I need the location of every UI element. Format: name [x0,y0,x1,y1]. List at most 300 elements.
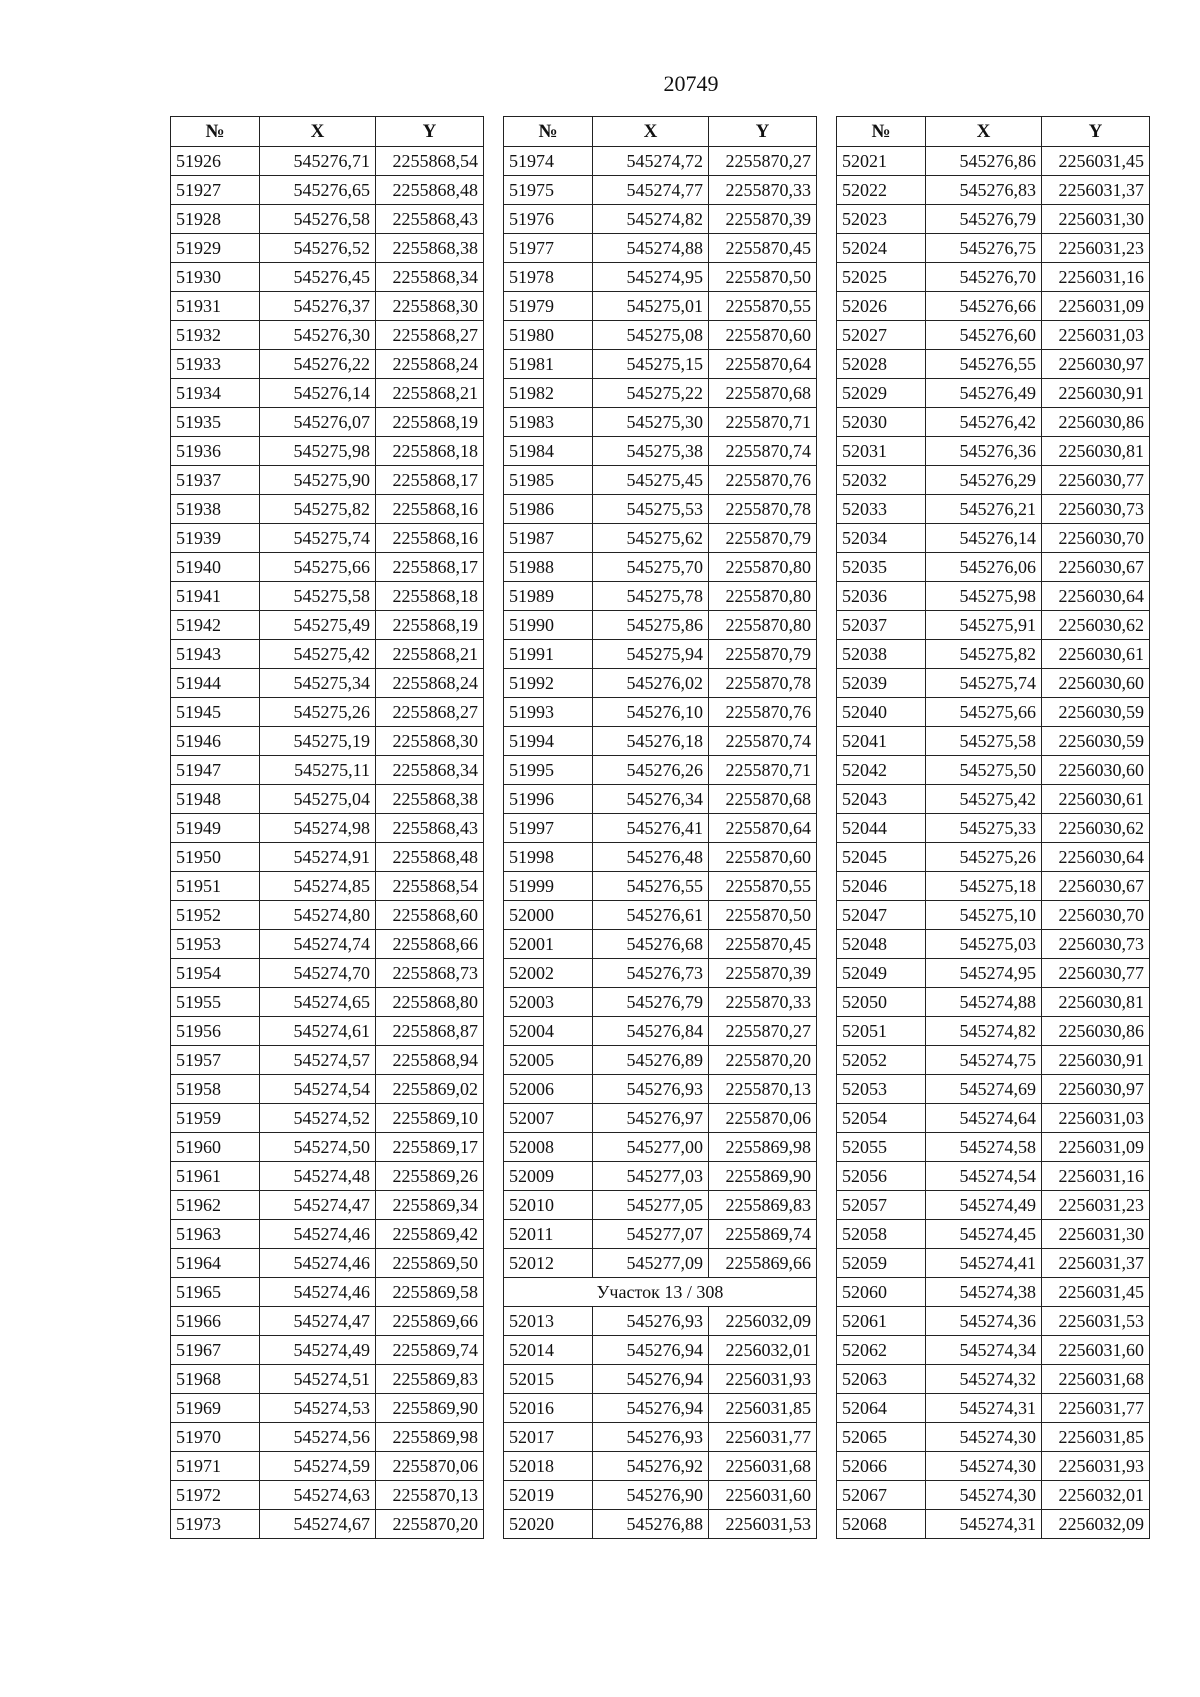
point-number-cell: 52062 [837,1336,926,1365]
point-number-cell: 52011 [504,1220,593,1249]
point-number-cell: 51971 [171,1452,260,1481]
point-number-cell: 51946 [171,727,260,756]
table-row [837,611,1150,640]
y-coordinate-cell: 2255870,06 [376,1452,484,1481]
point-number-cell: 52013 [504,1307,593,1336]
point-number-cell: 52065 [837,1423,926,1452]
y-coordinate-cell: 2255870,39 [709,959,817,988]
table-row [837,1510,1150,1539]
y-coordinate-cell: 2255870,20 [709,1046,817,1075]
table-row [504,727,817,756]
y-coordinate-cell: 2255869,58 [376,1278,484,1307]
x-coordinate-cell: 545276,49 [926,379,1042,408]
x-coordinate-cell: 545275,19 [260,727,376,756]
point-number-cell: 52020 [504,1510,593,1539]
table-row [504,1104,817,1133]
table-row [504,611,817,640]
x-coordinate-cell: 545276,97 [593,1104,709,1133]
point-number-cell: 51935 [171,408,260,437]
x-coordinate-cell: 545274,52 [260,1104,376,1133]
y-coordinate-cell: 2255868,34 [376,756,484,785]
y-coordinate-cell: 2255868,17 [376,553,484,582]
table-row [171,901,484,930]
table-row [837,1278,1150,1307]
x-coordinate-cell: 545275,42 [260,640,376,669]
point-number-cell: 52068 [837,1510,926,1539]
table-row [504,1510,817,1539]
point-number-cell: 51984 [504,437,593,466]
point-number-cell: 52026 [837,292,926,321]
table-row [171,176,484,205]
point-number-cell: 51950 [171,843,260,872]
y-coordinate-cell: 2255869,17 [376,1133,484,1162]
y-coordinate-cell: 2255870,80 [709,553,817,582]
point-number-cell: 52057 [837,1191,926,1220]
x-coordinate-cell: 545276,18 [593,727,709,756]
point-number-cell: 52043 [837,785,926,814]
x-coordinate-cell: 545275,91 [926,611,1042,640]
table-row [504,669,817,698]
point-number-cell: 51997 [504,814,593,843]
x-coordinate-cell: 545274,75 [926,1046,1042,1075]
table-row [171,1046,484,1075]
x-coordinate-cell: 545274,98 [260,814,376,843]
y-coordinate-cell: 2255868,73 [376,959,484,988]
point-number-cell: 51959 [171,1104,260,1133]
x-coordinate-cell: 545276,10 [593,698,709,727]
table-row [504,263,817,292]
x-coordinate-cell: 545275,33 [926,814,1042,843]
y-coordinate-cell: 2255870,13 [376,1481,484,1510]
point-number-cell: 52060 [837,1278,926,1307]
table-row [504,1423,817,1452]
x-coordinate-cell: 545276,65 [260,176,376,205]
y-coordinate-cell: 2255868,24 [376,350,484,379]
y-coordinate-cell: 2255868,17 [376,466,484,495]
x-coordinate-cell: 545274,63 [260,1481,376,1510]
y-coordinate-cell: 2255868,21 [376,640,484,669]
y-coordinate-cell: 2256030,64 [1042,843,1150,872]
table-body [837,147,1150,1539]
header-row [171,117,484,147]
y-coordinate-cell: 2255870,76 [709,698,817,727]
table-row [171,1452,484,1481]
y-coordinate-cell: 2255869,74 [709,1220,817,1249]
x-coordinate-cell: 545277,05 [593,1191,709,1220]
point-number-cell: 51948 [171,785,260,814]
y-coordinate-cell: 2255870,80 [709,582,817,611]
header-x: X [926,117,1042,147]
y-coordinate-cell: 2255869,66 [376,1307,484,1336]
y-coordinate-cell: 2256030,62 [1042,611,1150,640]
table-row [504,466,817,495]
y-coordinate-cell: 2255870,79 [709,524,817,553]
table-row [504,1017,817,1046]
y-coordinate-cell: 2256031,30 [1042,1220,1150,1249]
y-coordinate-cell: 2255870,78 [709,495,817,524]
point-number-cell: 51978 [504,263,593,292]
table-row [504,1452,817,1481]
table-row [171,1307,484,1336]
x-coordinate-cell: 545274,53 [260,1394,376,1423]
point-number-cell: 51938 [171,495,260,524]
table-row [504,1307,817,1336]
point-number-cell: 51974 [504,147,593,176]
x-coordinate-cell: 545276,94 [593,1336,709,1365]
y-coordinate-cell: 2255868,16 [376,495,484,524]
table-row [504,785,817,814]
table-row [837,524,1150,553]
point-number-cell: 51928 [171,205,260,234]
point-number-cell: 51976 [504,205,593,234]
x-coordinate-cell: 545276,36 [926,437,1042,466]
y-coordinate-cell: 2255869,42 [376,1220,484,1249]
table-row [504,292,817,321]
y-coordinate-cell: 2255869,98 [376,1423,484,1452]
x-coordinate-cell: 545274,80 [260,901,376,930]
point-number-cell: 52051 [837,1017,926,1046]
x-coordinate-cell: 545276,21 [926,495,1042,524]
x-coordinate-cell: 545274,46 [260,1278,376,1307]
table-row [504,872,817,901]
point-number-cell: 51965 [171,1278,260,1307]
point-number-cell: 52053 [837,1075,926,1104]
x-coordinate-cell: 545275,26 [926,843,1042,872]
point-number-cell: 51953 [171,930,260,959]
point-number-cell: 52061 [837,1307,926,1336]
point-number-cell: 52049 [837,959,926,988]
table-row [837,901,1150,930]
x-coordinate-cell: 545276,70 [926,263,1042,292]
header-x: X [260,117,376,147]
x-coordinate-cell: 545275,62 [593,524,709,553]
y-coordinate-cell: 2256031,68 [1042,1365,1150,1394]
y-coordinate-cell: 2256032,09 [1042,1510,1150,1539]
point-number-cell: 52004 [504,1017,593,1046]
table-row [504,1220,817,1249]
table-row [504,1481,817,1510]
x-coordinate-cell: 545274,47 [260,1191,376,1220]
x-coordinate-cell: 545275,90 [260,466,376,495]
x-coordinate-cell: 545274,49 [926,1191,1042,1220]
x-coordinate-cell: 545274,64 [926,1104,1042,1133]
table-row [171,640,484,669]
table-row [504,756,817,785]
x-coordinate-cell: 545276,93 [593,1423,709,1452]
x-coordinate-cell: 545275,74 [926,669,1042,698]
table-row [504,321,817,350]
point-number-cell: 51937 [171,466,260,495]
table-row [504,234,817,263]
y-coordinate-cell: 2256031,37 [1042,176,1150,205]
point-number-cell: 51930 [171,263,260,292]
y-coordinate-cell: 2255868,54 [376,147,484,176]
y-coordinate-cell: 2256030,73 [1042,495,1150,524]
y-coordinate-cell: 2255870,20 [376,1510,484,1539]
table-row [504,582,817,611]
x-coordinate-cell: 545274,49 [260,1336,376,1365]
table-row [837,1104,1150,1133]
table-row [837,1249,1150,1278]
point-number-cell: 51963 [171,1220,260,1249]
point-number-cell: 51957 [171,1046,260,1075]
x-coordinate-cell: 545275,66 [260,553,376,582]
x-coordinate-cell: 545276,92 [593,1452,709,1481]
y-coordinate-cell: 2255870,64 [709,814,817,843]
table-row [171,495,484,524]
table-row [171,1220,484,1249]
x-coordinate-cell: 545275,82 [926,640,1042,669]
y-coordinate-cell: 2255870,78 [709,669,817,698]
table-row [837,1162,1150,1191]
x-coordinate-cell: 545275,50 [926,756,1042,785]
y-coordinate-cell: 2256030,61 [1042,640,1150,669]
table-row [504,350,817,379]
x-coordinate-cell: 545274,88 [926,988,1042,1017]
table-header [504,117,817,147]
y-coordinate-cell: 2255869,83 [376,1365,484,1394]
x-coordinate-cell: 545275,11 [260,756,376,785]
point-number-cell: 51991 [504,640,593,669]
table-row [504,1046,817,1075]
point-number-cell: 51951 [171,872,260,901]
y-coordinate-cell: 2255868,48 [376,843,484,872]
table-row [171,379,484,408]
x-coordinate-cell: 545276,14 [260,379,376,408]
table-row [171,350,484,379]
point-number-cell: 51998 [504,843,593,872]
point-number-cell: 51952 [171,901,260,930]
x-coordinate-cell: 545277,00 [593,1133,709,1162]
x-coordinate-cell: 545276,60 [926,321,1042,350]
point-number-cell: 52005 [504,1046,593,1075]
point-number-cell: 51932 [171,321,260,350]
x-coordinate-cell: 545275,22 [593,379,709,408]
table-row [837,785,1150,814]
x-coordinate-cell: 545274,65 [260,988,376,1017]
table-row [837,553,1150,582]
point-number-cell: 52050 [837,988,926,1017]
point-number-cell: 52028 [837,350,926,379]
x-coordinate-cell: 545276,22 [260,350,376,379]
point-number-cell: 51949 [171,814,260,843]
point-number-cell: 51934 [171,379,260,408]
header-number: № [504,117,593,147]
y-coordinate-cell: 2256030,77 [1042,959,1150,988]
x-coordinate-cell: 545276,93 [593,1075,709,1104]
y-coordinate-cell: 2255870,76 [709,466,817,495]
table-row [504,1162,817,1191]
x-coordinate-cell: 545275,18 [926,872,1042,901]
x-coordinate-cell: 545276,88 [593,1510,709,1539]
y-coordinate-cell: 2255869,66 [709,1249,817,1278]
y-coordinate-cell: 2255870,45 [709,930,817,959]
x-coordinate-cell: 545274,51 [260,1365,376,1394]
x-coordinate-cell: 545276,45 [260,263,376,292]
y-coordinate-cell: 2256030,77 [1042,466,1150,495]
point-number-cell: 52055 [837,1133,926,1162]
table-row [504,553,817,582]
y-coordinate-cell: 2256031,53 [709,1510,817,1539]
y-coordinate-cell: 2256031,93 [709,1365,817,1394]
point-number-cell: 52012 [504,1249,593,1278]
point-number-cell: 51969 [171,1394,260,1423]
x-coordinate-cell: 545275,30 [593,408,709,437]
x-coordinate-cell: 545276,14 [926,524,1042,553]
point-number-cell: 52010 [504,1191,593,1220]
x-coordinate-cell: 545274,30 [926,1481,1042,1510]
x-coordinate-cell: 545274,31 [926,1510,1042,1539]
x-coordinate-cell: 545274,88 [593,234,709,263]
x-coordinate-cell: 545275,82 [260,495,376,524]
table-row [171,959,484,988]
point-number-cell: 51986 [504,495,593,524]
point-number-cell: 51975 [504,176,593,205]
table-body [504,147,817,1539]
table-row [504,698,817,727]
table-row [171,1394,484,1423]
x-coordinate-cell: 545276,29 [926,466,1042,495]
x-coordinate-cell: 545276,30 [260,321,376,350]
point-number-cell: 51936 [171,437,260,466]
x-coordinate-cell: 545274,45 [926,1220,1042,1249]
point-number-cell: 52001 [504,930,593,959]
header-number: № [171,117,260,147]
table-row [837,176,1150,205]
x-coordinate-cell: 545274,34 [926,1336,1042,1365]
point-number-cell: 52056 [837,1162,926,1191]
x-coordinate-cell: 545276,71 [260,147,376,176]
point-number-cell: 52042 [837,756,926,785]
point-number-cell: 51926 [171,147,260,176]
point-number-cell: 51931 [171,292,260,321]
point-number-cell: 51955 [171,988,260,1017]
x-coordinate-cell: 545274,50 [260,1133,376,1162]
x-coordinate-cell: 545275,03 [926,930,1042,959]
point-number-cell: 51987 [504,524,593,553]
point-number-cell: 52025 [837,263,926,292]
y-coordinate-cell: 2256032,01 [709,1336,817,1365]
table-row [837,872,1150,901]
point-number-cell: 52038 [837,640,926,669]
table-row [171,872,484,901]
table-row [171,1423,484,1452]
y-coordinate-cell: 2255868,27 [376,321,484,350]
y-coordinate-cell: 2256030,59 [1042,698,1150,727]
x-coordinate-cell: 545277,07 [593,1220,709,1249]
y-coordinate-cell: 2255868,48 [376,176,484,205]
header-number: № [837,117,926,147]
x-coordinate-cell: 545274,95 [926,959,1042,988]
point-number-cell: 52027 [837,321,926,350]
x-coordinate-cell: 545274,41 [926,1249,1042,1278]
x-coordinate-cell: 545274,77 [593,176,709,205]
x-coordinate-cell: 545274,58 [926,1133,1042,1162]
point-number-cell: 51989 [504,582,593,611]
y-coordinate-cell: 2256030,62 [1042,814,1150,843]
table-row [837,582,1150,611]
y-coordinate-cell: 2256031,53 [1042,1307,1150,1336]
point-number-cell: 52007 [504,1104,593,1133]
table-row [837,437,1150,466]
y-coordinate-cell: 2256030,67 [1042,872,1150,901]
y-coordinate-cell: 2255870,79 [709,640,817,669]
point-number-cell: 52029 [837,379,926,408]
y-coordinate-cell: 2256031,37 [1042,1249,1150,1278]
point-number-cell: 52048 [837,930,926,959]
table-row [504,988,817,1017]
table-row [837,466,1150,495]
point-number-cell: 51962 [171,1191,260,1220]
table-row [504,379,817,408]
table-row [171,1191,484,1220]
point-number-cell: 51990 [504,611,593,640]
table-row [171,1162,484,1191]
coordinates-table-3 [836,116,1150,1539]
y-coordinate-cell: 2255870,33 [709,176,817,205]
y-coordinate-cell: 2255868,38 [376,785,484,814]
table-row [504,408,817,437]
x-coordinate-cell: 545277,09 [593,1249,709,1278]
y-coordinate-cell: 2256030,91 [1042,379,1150,408]
point-number-cell: 52054 [837,1104,926,1133]
table-row [171,785,484,814]
x-coordinate-cell: 545274,48 [260,1162,376,1191]
x-coordinate-cell: 545274,59 [260,1452,376,1481]
point-number-cell: 52034 [837,524,926,553]
y-coordinate-cell: 2255870,68 [709,785,817,814]
x-coordinate-cell: 545274,91 [260,843,376,872]
table-row [837,1017,1150,1046]
table-row [837,1336,1150,1365]
point-number-cell: 52022 [837,176,926,205]
header-row [504,117,817,147]
x-coordinate-cell: 545275,01 [593,292,709,321]
point-number-cell: 51999 [504,872,593,901]
point-number-cell: 51964 [171,1249,260,1278]
table-row [171,611,484,640]
x-coordinate-cell: 545276,84 [593,1017,709,1046]
x-coordinate-cell: 545275,38 [593,437,709,466]
y-coordinate-cell: 2255869,98 [709,1133,817,1162]
y-coordinate-cell: 2255870,64 [709,350,817,379]
y-coordinate-cell: 2256031,23 [1042,234,1150,263]
x-coordinate-cell: 545275,15 [593,350,709,379]
x-coordinate-cell: 545275,34 [260,669,376,698]
header-y: Y [376,117,484,147]
y-coordinate-cell: 2256031,16 [1042,1162,1150,1191]
y-coordinate-cell: 2256031,45 [1042,147,1150,176]
table-row [171,988,484,1017]
y-coordinate-cell: 2256031,09 [1042,1133,1150,1162]
table-body [171,147,484,1539]
x-coordinate-cell: 545276,55 [593,872,709,901]
x-coordinate-cell: 545275,86 [593,611,709,640]
y-coordinate-cell: 2256031,77 [1042,1394,1150,1423]
table-row [837,234,1150,263]
point-number-cell: 52045 [837,843,926,872]
table-row [171,292,484,321]
y-coordinate-cell: 2256031,45 [1042,1278,1150,1307]
table-row [171,1133,484,1162]
point-number-cell: 51996 [504,785,593,814]
x-coordinate-cell: 545275,74 [260,524,376,553]
y-coordinate-cell: 2255869,34 [376,1191,484,1220]
x-coordinate-cell: 545274,30 [926,1452,1042,1481]
y-coordinate-cell: 2256031,16 [1042,263,1150,292]
table-row [171,205,484,234]
x-coordinate-cell: 545274,61 [260,1017,376,1046]
